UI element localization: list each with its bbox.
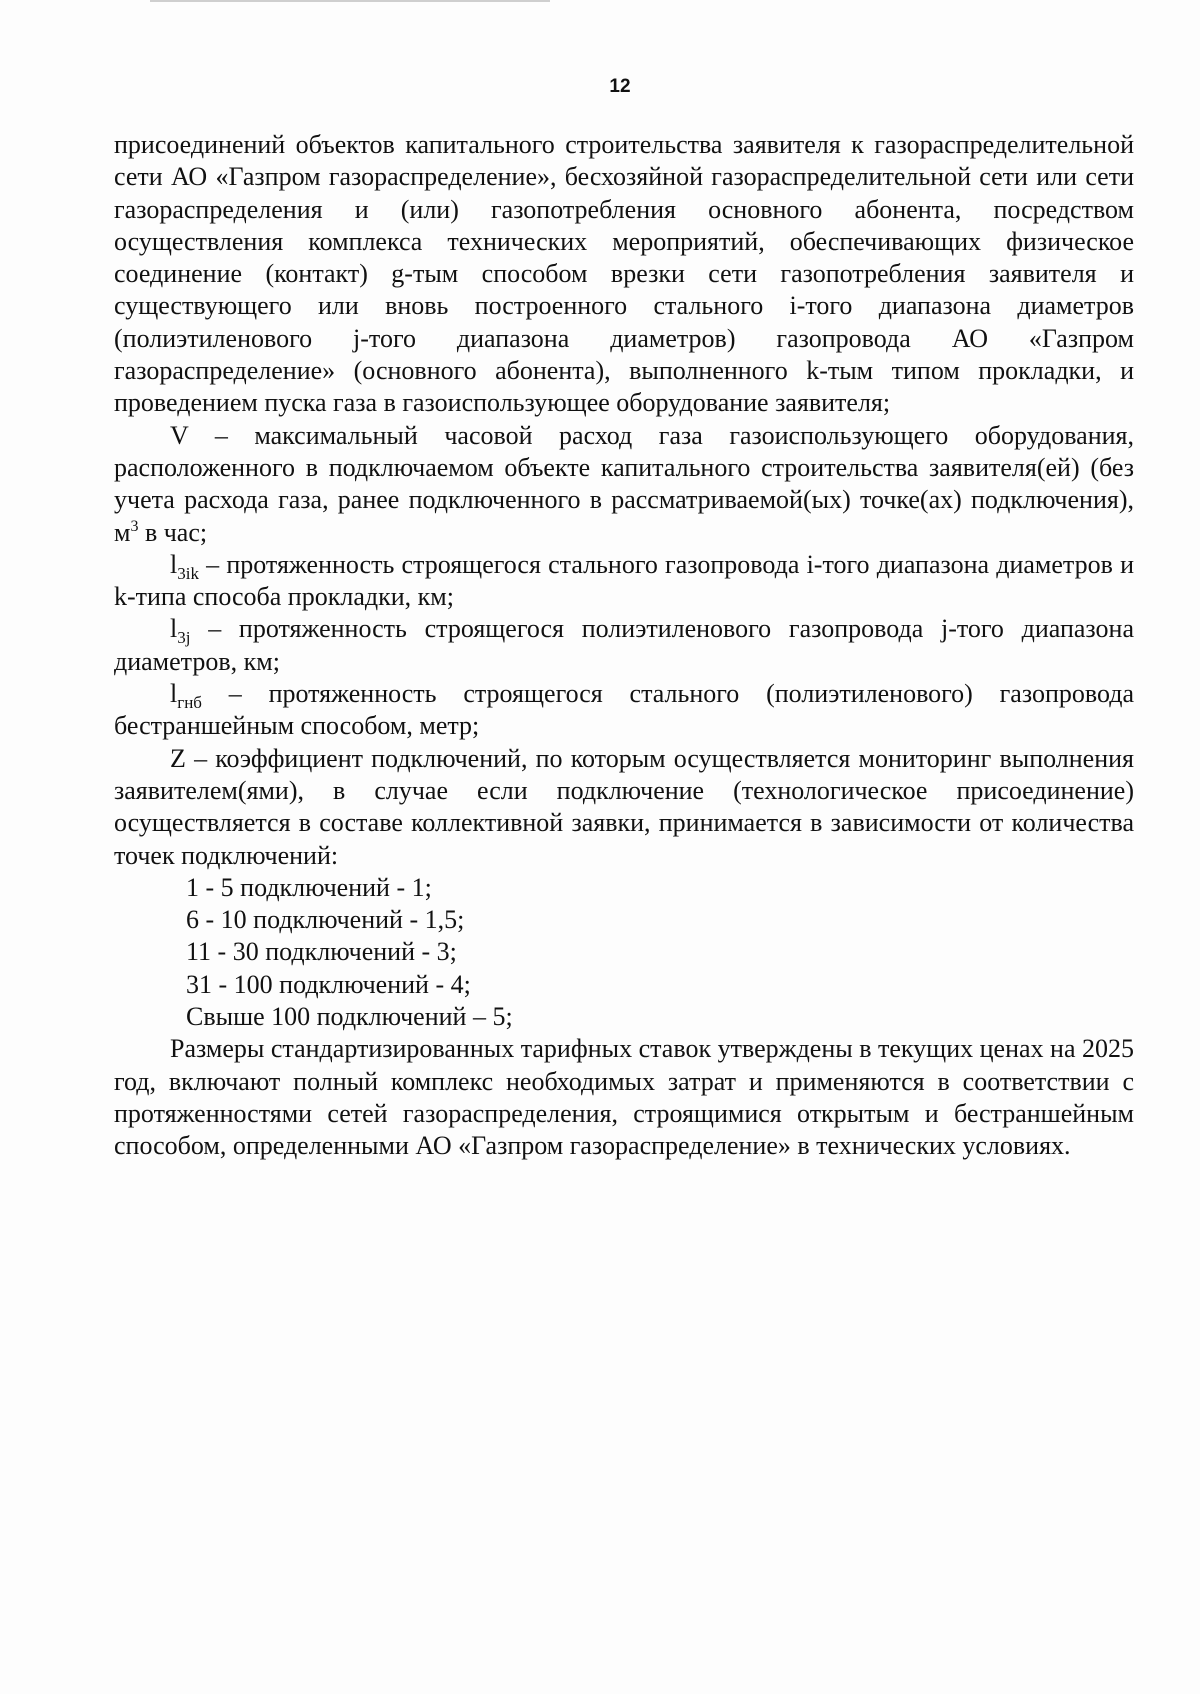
- z-value-item: 11 - 30 подключений - 3;: [186, 937, 457, 967]
- definition-l3ik-text: – протяженность строящегося стального газопровода i-того диапазона диаметров и k-типа способа прокладки, км;: [114, 549, 1134, 612]
- z-value-item: 6 - 10 подключений - 1,5;: [186, 905, 465, 935]
- z-value-item: Свыше 100 подключений – 5;: [186, 1002, 513, 1032]
- definition-z: [114, 743, 1134, 872]
- subscript-gnb: гнб: [177, 693, 202, 713]
- paragraph-final: Размеры стандартизированных тарифных ставок утверждены в текущих ценах на 2025 год, включают полный комплекс необходимых затрат и применяются в соответствии с протяженностями сетей газораспределения, строящимися открытым и бестраншейным способом, определенными АО «Газпром газораспределение» в технических условиях.: [114, 1034, 1134, 1161]
- symbol-l: l: [170, 614, 178, 644]
- page-number: 12: [609, 76, 631, 97]
- definition-v-unit: в час;: [138, 517, 208, 547]
- definition-l3ik: [114, 549, 1134, 614]
- subscript-3ik: 3ik: [177, 563, 199, 583]
- symbol-v: V: [170, 420, 189, 450]
- cubic-superscript: 3: [130, 517, 139, 535]
- definition-lgnb-text: – протяженность строящегося стального (полиэтиленового) газопровода бестраншейным способом, метр;: [114, 679, 1134, 741]
- definition-lgnb: [114, 678, 1134, 743]
- symbol-l: l: [170, 679, 178, 709]
- scan-edge-line: [150, 0, 550, 2]
- z-value-item: 31 - 100 подключений - 4;: [186, 969, 471, 999]
- subscript-3j: 3j: [177, 628, 191, 648]
- definition-v: [114, 420, 1134, 549]
- definition-v-text: – максимальный часовой расход газа газоиспользующего оборудования, расположенного в подключаемом объекте капитального строительства заявителя(ей) (без учета расхода газа, ранее подключенного в рассматриваемой(ых) точке(ах) подключения), м: [114, 420, 1134, 547]
- definition-l3j-text: – протяженность строящегося полиэтиленового газопровода j-того диапазона диаметров, км;: [114, 614, 1134, 676]
- document-body: [114, 129, 1134, 1163]
- definition-z-text: – коэффициент подключений, по которым осуществляется мониторинг выполнения заявителем(ями), в случае если подключение (технологическое присоединение) осуществляется в составе коллективной заявки, принимается в зависимости от количества точек подключений:: [114, 743, 1134, 870]
- paragraph-continuation: присоединений объектов капитального строительства заявителя к газораспределительной сети АО «Газпром газораспределение», бесхозяйной газораспределительной сети или сети газораспределения и (или) газопотребления основного абонента, посредством осуществления комплекса технических мероприятий, обеспечивающих физическое соединение (контакт) g-тым способом врезки сети газопотребления заявителя и существующего или вновь построенного стального i-того диапазона диаметров (полиэтиленового j-того диапазона диаметров) газопровода АО «Газпром газораспределение» (основного абонента), выполненного k-тым типом прокладки, и проведением пуска газа в газоиспользующее оборудование заявителя;: [114, 130, 1134, 418]
- definition-l3j: [114, 613, 1134, 678]
- z-value-item: 1 - 5 подключений - 1;: [186, 872, 432, 902]
- symbol-z: Z: [170, 743, 186, 773]
- symbol-l: l: [170, 549, 178, 579]
